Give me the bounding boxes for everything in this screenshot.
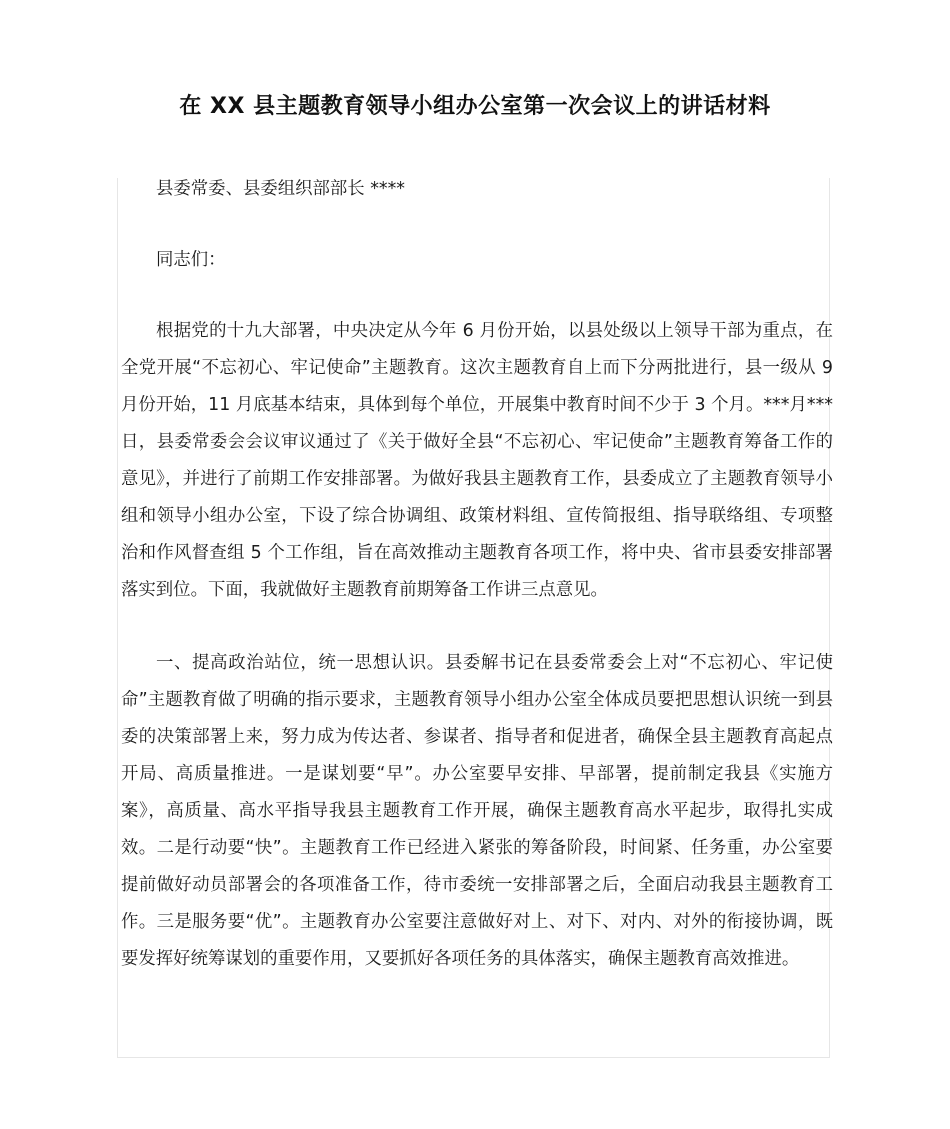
paragraph-section-one: 一、提高政治站位，统一思想认识。县委解书记在县委常委会上对“不忘初心、牢记使命”主题教育做了明确的指示要求，主题教育领导小组办公室全体成员要把思想认识统一到县委的决策部署上来，努力成为传达者、参谋者、指导者和促进者，确保全县主题教育高起点开局、高质量推进。一是谋划要“早”。办公室要早安排、早部署，提前制定我县《实施方案》，高质量、高水平指导我县主题教育工作开展，确保主题教育高水平起步，取得扎实成效。二是行动要“快”。主题教育工作已经进入紧张的筹备阶段，时间紧、任务重，办公室要提前做好动员部署会的各项准备工作，待市委统一安排部署之后，全面启动我县主题教育工作。三是服务要“优”。主题教育办公室要注意做好对上、对下、对内、对外的衔接协调，既要发挥好统筹谋划的重要作用，又要抓好各项任务的具体落实，确保主题教育高效推进。 [121,653,833,969]
paragraph-background: 根据党的十九大部署，中央决定从今年 6 月份开始，以县处级以上领导干部为重点，在全党开展“不忘初心、牢记使命”主题教育。这次主题教育自上而下分两批进行，县一级从 9 月份开始，11 月底基本结束，具体到每个单位，开展集中教育时间不少于 3 个月。***月***日，县委常委会会议审议通过了《关于做好全县“不忘初心、牢记使命”主题教育筹备工作的意见》，并进行了前期工作安排部署。为做好我县主题教育工作，县委成立了主题教育领导小组和领导小组办公室，下设了综合协调组、政策材料组、宣传简报组、指导联络组、专项整治和作风督查组 5 个工作组，旨在高效推动主题教育各项工作，将中央、省市县委安排部署落实到位。下面，我就做好主题教育前期筹备工作讲三点意见。 [121,321,833,600]
salutation: 同志们： [156,250,226,270]
author-line: 县委常委、县委组织部部长 **** [156,179,405,199]
document-title: 在 XX 县主题教育领导小组办公室第一次会议上的讲话材料 [179,94,771,119]
